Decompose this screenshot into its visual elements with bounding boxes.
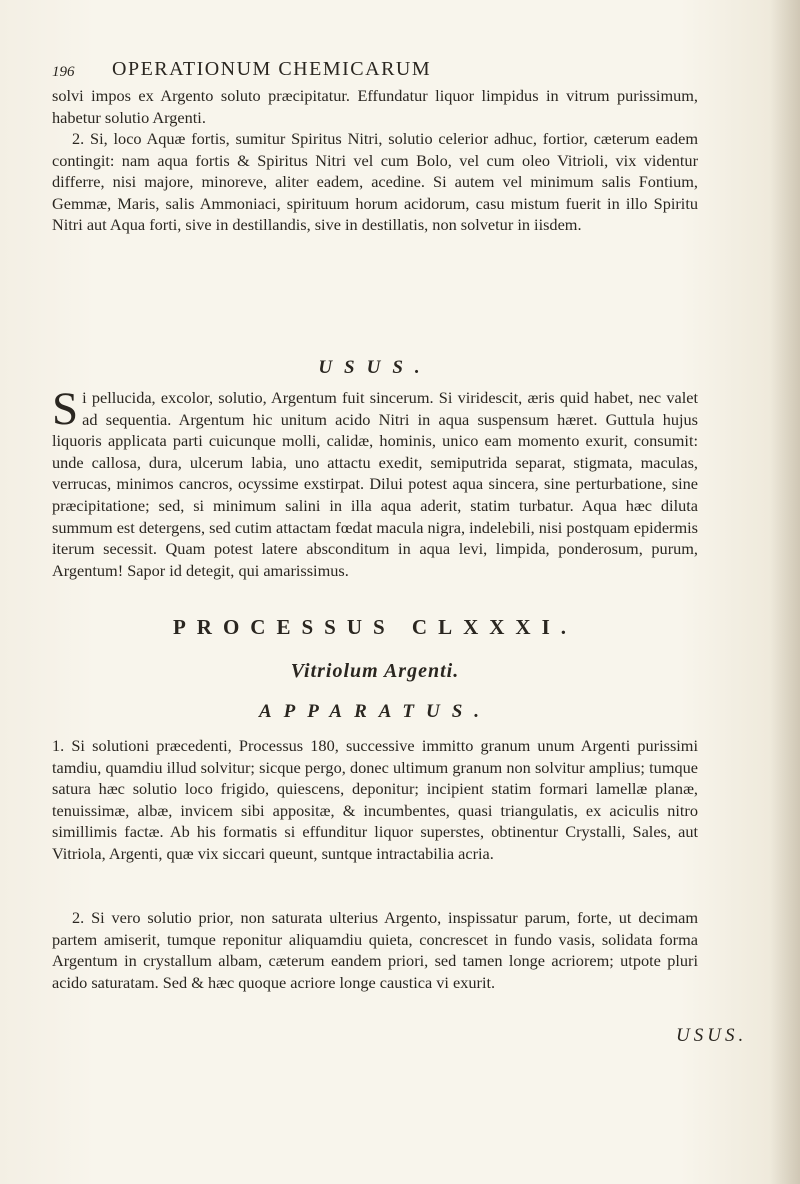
section-title: Vitriolum Argenti. — [290, 660, 460, 682]
paragraph-solvi: solvi impos ex Argento soluto præcipitatur. Effundatur liquor limpidus in vitrum purissimum, habetur solutio Argenti. — [52, 86, 698, 127]
catchword: USUS. — [676, 1025, 748, 1046]
paragraph-spiritus-nitri: 2. Si, loco Aquæ fortis, sumitur Spiritus Nitri, solutio celerior adhuc, fortior, cæterum eadem contingit: nam aqua fortis & Spiritus Nitri vel cum Bolo, vel cum oleo Vitrioli, vix videntur differre, nisi majore, minoreve, aliter eadem, acedine. Si autem vel minimum salis Fontium, Gemmæ, Maris, salis Ammoniaci, spirituum horum acidorum, casu mistum fuerit in illo Spiritu Nitri aut Aqua forti, sive in destillandis, sive in destillatis, non solvetur in iisdem. — [52, 129, 698, 235]
paragraph-apparatus-2: 2. Si vero solutio prior, non saturata ulterius Argento, inspissatur parum, forte, ut decimam partem amiserit, tumque reponitur aliquamdiu quieta, concrescet in fundo vasis, solidata forma Argentum in crystallum albam, cæterum eandem priori, sed tamen longe acriorem; utpote pluri acido saturatam. Sed & hæc quoque acriore longe caustica vi exurit. — [52, 908, 698, 992]
page-header — [52, 52, 692, 82]
processus-heading: PROCESSUS CLXXXI. — [172, 615, 578, 639]
page-number: 196 — [52, 64, 75, 80]
page-edge-shadow — [770, 0, 800, 1184]
running-head: OPERATIONUM CHEMICARUM — [112, 58, 432, 80]
usus-heading: USUS. — [318, 357, 432, 378]
apparatus-heading: APPARATUS. — [258, 701, 492, 722]
paragraph-si-pellucida: Si pellucida, excolor, solutio, Argentum fuit sincerum. Si viridescit, æris quid habet, nec valet ad sequentia. Argentum hic unitum acido Nitri in aqua suspensum hæret. Guttula hujus liquoris applicata parti cuicunque molli, calidæ, hominis, unico eam momento exurit, consumit: unde callosa, dura, ulcerum labia, uno attactu exedit, semiputrida separat, stigmata, maculas, verrucas, minimos cancros, ocyssime exstirpat. Dilui potest aqua sincera, sine perturbatione, sine præcipitatione; sed, si minimum salini in illa aqua aderit, statim turbatur. Aqua hæc diluta summum est detergens, sed cutim attactam fœdat macula nigra, indelebili, nisi postquam epidermis iterum secessit. Quam potest latere absconditum in aqua levi, limpida, ponderosum, purum, Argentum! Sapor id detegit, qui amarissimus. — [52, 383, 698, 580]
paragraph-apparatus-1: 1. Si solutioni præcedenti, Processus 180, successive immitto granum unum Argenti purissimi tamdiu, quamdiu illud solvitur; sicque pergo, donec ultimum granum non solvitur amplius; tumque satura hæc solutio loco frigido, quiescens, deponitur; incipient statim formari lamellæ planæ, tenuissimæ, albæ, invicem sibi appositæ, & incumbentes, quasi triangulatis, ex aciculis nitro simillimis factæ. Ab his formatis si effunditur liquor superstes, obtinentur Crystalli, Sales, aut Vitriola, Argenti, quæ vix siccari queunt, suntque intractabilia acria. — [52, 736, 698, 863]
